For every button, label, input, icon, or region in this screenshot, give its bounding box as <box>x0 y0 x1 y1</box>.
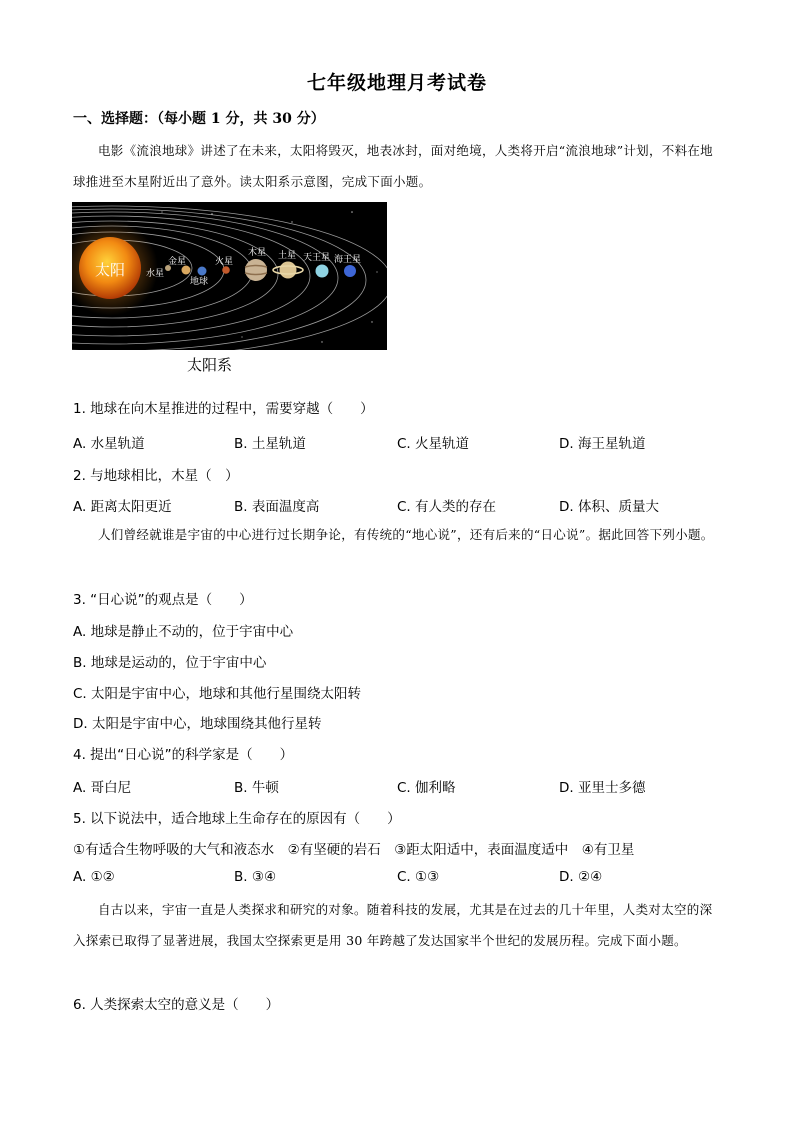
jupiter <box>245 259 267 281</box>
label-venus: 金星 <box>168 257 187 267</box>
q4-option-b: B. 牛顿 <box>234 780 279 796</box>
q5-option-a: A. ①② <box>73 869 115 885</box>
solar-system-diagram <box>72 202 387 350</box>
q2-option-d: D. 体积、质量大 <box>559 499 659 515</box>
question-2-stem: 2. 与地球相比，木星（ ） <box>73 468 239 484</box>
label-uranus: 天王星 <box>303 253 331 263</box>
saturn <box>280 262 297 279</box>
section-heading: 一、选择题：（每小题 1 分，共 30 分） <box>73 111 325 127</box>
q1-option-a: A. 水星轨道 <box>73 436 145 452</box>
q5-option-d: D. ②④ <box>559 869 603 885</box>
label-mercury: 水星 <box>146 269 165 279</box>
q2-option-a: A. 距离太阳更近 <box>73 499 172 515</box>
label-sun: 太阳 <box>95 261 126 279</box>
question-5-options <box>73 869 723 889</box>
figure-caption: 太阳系 <box>187 356 233 374</box>
earth <box>198 267 207 276</box>
question-6-stem: 6. 人类探索太空的意义是（ ） <box>73 997 280 1013</box>
q5-statements: ①有适合生物呼吸的大气和液态水 ②有坚硬的岩石 ③距太阳适中，表面温度适中 ④有卫星 <box>73 842 635 858</box>
label-neptune: 海王星 <box>334 255 362 265</box>
question-4-stem: 4. 提出“日心说”的科学家是（ ） <box>73 747 294 763</box>
question-1-options <box>73 432 723 452</box>
q3-option-c: C. 太阳是宇宙中心，地球和其他行星围绕太阳转 <box>73 686 362 702</box>
label-saturn: 土星 <box>278 251 297 261</box>
question-5-stem: 5. 以下说法中，适合地球上生命存在的原因有（ ） <box>73 811 401 827</box>
label-earth: 地球 <box>190 277 209 287</box>
q2-option-c: C. 有人类的存在 <box>397 499 497 515</box>
question-3-stem: 3. “日心说”的观点是（ ） <box>73 592 253 608</box>
reading-passage-3 <box>73 894 723 956</box>
q1-option-b: B. 土星轨道 <box>234 436 306 452</box>
passage-text: 电影《流浪地球》讲述了在未来，太阳将毁灭，地表冰封，面对绝境，人类将开启“流浪地球”计划，不料在地球推进至木星附近出了意外。读太阳系示意图，完成下面小题。 <box>73 143 713 189</box>
q3-option-a: A. 地球是静止不动的，位于宇宙中心 <box>73 624 294 640</box>
reading-passage-1 <box>73 135 723 197</box>
q2-option-b: B. 表面温度高 <box>234 499 320 515</box>
passage-text: 自古以来，宇宙一直是人类探求和研究的对象。随着科技的发展，尤其是在过去的几十年里，人类对太空的深入探索已取得了显著进展，我国太空探索更是用 30 年跨越了发达国家半个世纪的发展历程。完成下面小题。 <box>73 902 713 948</box>
q3-option-d: D. 太阳是宇宙中心，地球围绕其他行星转 <box>73 716 322 732</box>
q4-option-d: D. 亚里士多德 <box>559 780 646 796</box>
reading-passage-2 <box>73 519 723 550</box>
q1-option-d: D. 海王星轨道 <box>559 436 646 452</box>
neptune <box>344 265 356 277</box>
label-jupiter: 木星 <box>248 248 267 258</box>
question-1-stem: 1. 地球在向木星推进的过程中，需要穿越（ ） <box>73 401 374 417</box>
passage-text: 人们曾经就谁是宇宙的中心进行过长期争论，有传统的“地心说”，还有后来的“日心说”。据此回答下列小题。 <box>98 527 714 542</box>
q1-option-c: C. 火星轨道 <box>397 436 470 452</box>
solar-system-figure <box>72 202 387 350</box>
q5-option-b: B. ③④ <box>234 869 277 885</box>
question-4-options <box>73 776 723 796</box>
mars <box>222 266 230 274</box>
page-title: 七年级地理月考试卷 <box>306 72 487 94</box>
q3-option-b: B. 地球是运动的，位于宇宙中心 <box>73 655 267 671</box>
q5-option-c: C. ①③ <box>397 869 440 885</box>
label-mars: 火星 <box>215 257 234 267</box>
q4-option-a: A. 哥白尼 <box>73 780 132 796</box>
q4-option-c: C. 伽利略 <box>397 780 456 796</box>
uranus <box>316 265 329 278</box>
question-2-options <box>73 495 723 515</box>
